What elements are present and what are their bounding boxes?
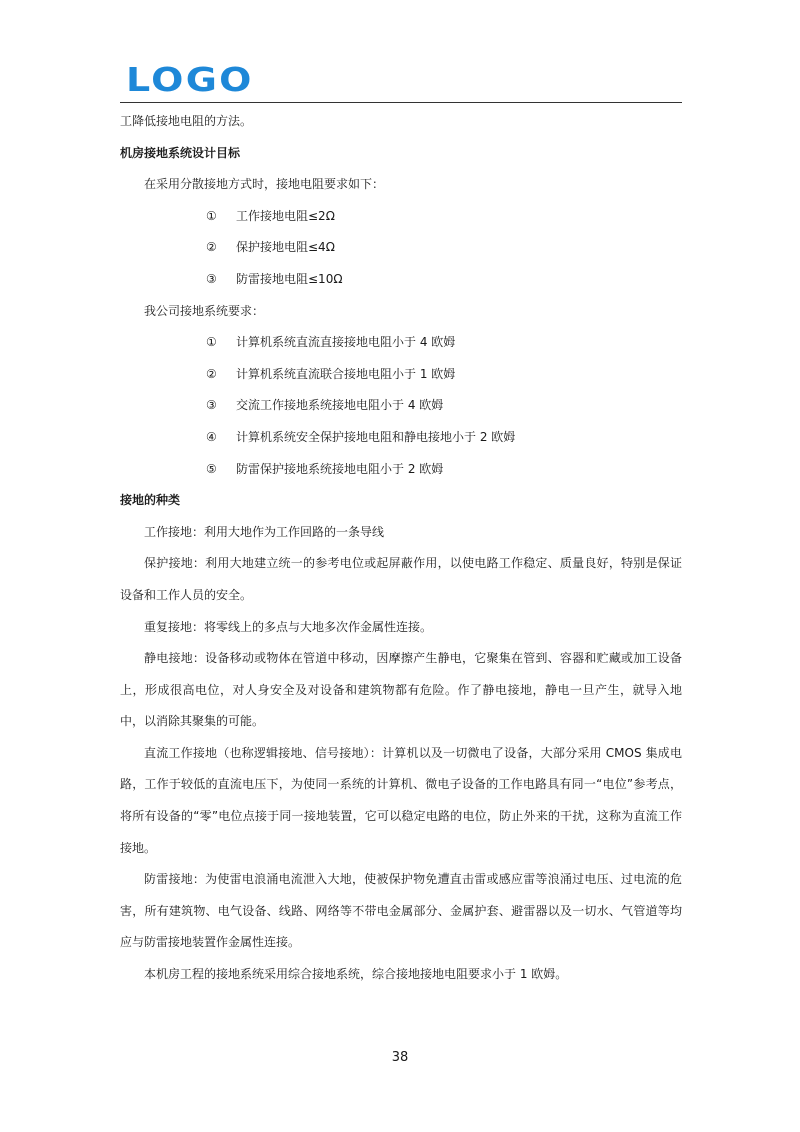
list-item: [120, 422, 682, 454]
paragraph-static-grounding: 静电接地：设备移动或物体在管道中移动，因摩擦产生静电，它聚集在管到、容器和贮藏或加工设备上，形成很高电位，对人身安全及对设备和建筑物都有危险。作了静电接地，静电一旦产生，就导入地中，以消除其聚集的可能。: [120, 651, 682, 729]
separate-grounding-intro: 在采用分散接地方式时，接地电阻要求如下：: [144, 177, 385, 192]
list-number: ⑤: [206, 461, 217, 476]
company-requirements-intro: 我公司接地系统要求：: [144, 303, 265, 318]
intro-text: 工降低接地电阻的方法。: [120, 114, 253, 128]
list-number: ①: [206, 208, 217, 223]
document-body: [120, 106, 682, 991]
list-text: 防雷保护接地系统接地电阻小于 2 欧姆: [236, 461, 444, 476]
list-item: [120, 327, 682, 359]
page-number: 38: [391, 1050, 409, 1065]
paragraph-dc-grounding: 直流工作接地（也称逻辑接地、信号接地）：计算机以及一切微电了设备，大部分采用 CMOS 集成电路，工作于较低的直流电压下，为使同一系统的计算机、微电子设备的工作电路具有同一“电位”参考点，将所有设备的“零”电位点接于同一接地装置，它可以稳定电路的电位，防止外来的干扰，这称为直流工作接地。: [120, 745, 682, 855]
list-text: 计算机系统安全保护接地电阻和静电接地小于 2 欧姆: [236, 429, 516, 444]
list-item: [120, 454, 682, 486]
list-item: [120, 201, 682, 233]
paragraph-protective-grounding: 保护接地：利用大地建立统一的参考电位或起屏蔽作用，以使电路工作稳定、质量良好，特别是保证设备和工作人员的安全。: [120, 556, 682, 602]
list-item: [120, 390, 682, 422]
logo: LOGO: [126, 60, 254, 99]
list-text: 计算机系统直流联合接地电阻小于 1 欧姆: [236, 366, 456, 381]
list-number: ①: [206, 335, 217, 350]
paragraph-repeated-grounding: 重复接地：将零线上的多点与大地多次作金属性连接。: [144, 619, 433, 634]
list-number: ③: [206, 271, 217, 286]
list-number: ③: [206, 398, 217, 413]
list-text: 防雷接地电阻≤10Ω: [236, 271, 343, 286]
list-text: 保护接地电阻≤4Ω: [236, 240, 335, 255]
list-number: ②: [206, 240, 217, 255]
list-text: 计算机系统直流直接接地电阻小于 4 欧姆: [236, 335, 456, 350]
list-item: [120, 359, 682, 391]
paragraph-project-grounding: 本机房工程的接地系统采用综合接地系统，综合接地接地电阻要求小于 1 欧姆。: [144, 967, 568, 982]
paragraph-lightning-grounding: 防雷接地：为使雷电浪涌电流泄入大地，使被保护物免遭直击雷或感应雷等浪涌过电压、过电流的危害，所有建筑物、电气设备、线路、网络等不带电金属部分、金属护套、避雷器以及一切水、气管道等均应与防雷接地装置作金属性连接。: [120, 872, 682, 950]
list-text: 交流工作接地系统接地电阻小于 4 欧姆: [236, 398, 444, 413]
section-title-grounding-types: 接地的种类: [120, 493, 181, 508]
list-number: ②: [206, 366, 217, 381]
list-text: 工作接地电阻≤2Ω: [236, 208, 335, 223]
list-number: ④: [206, 429, 217, 444]
paragraph-working-grounding: 工作接地：利用大地作为工作回路的一条导线: [144, 524, 385, 539]
list-item: [120, 264, 682, 296]
section-title-design-goals: 机房接地系统设计目标: [120, 145, 241, 160]
page-header: [120, 60, 682, 103]
list-item: [120, 232, 682, 264]
